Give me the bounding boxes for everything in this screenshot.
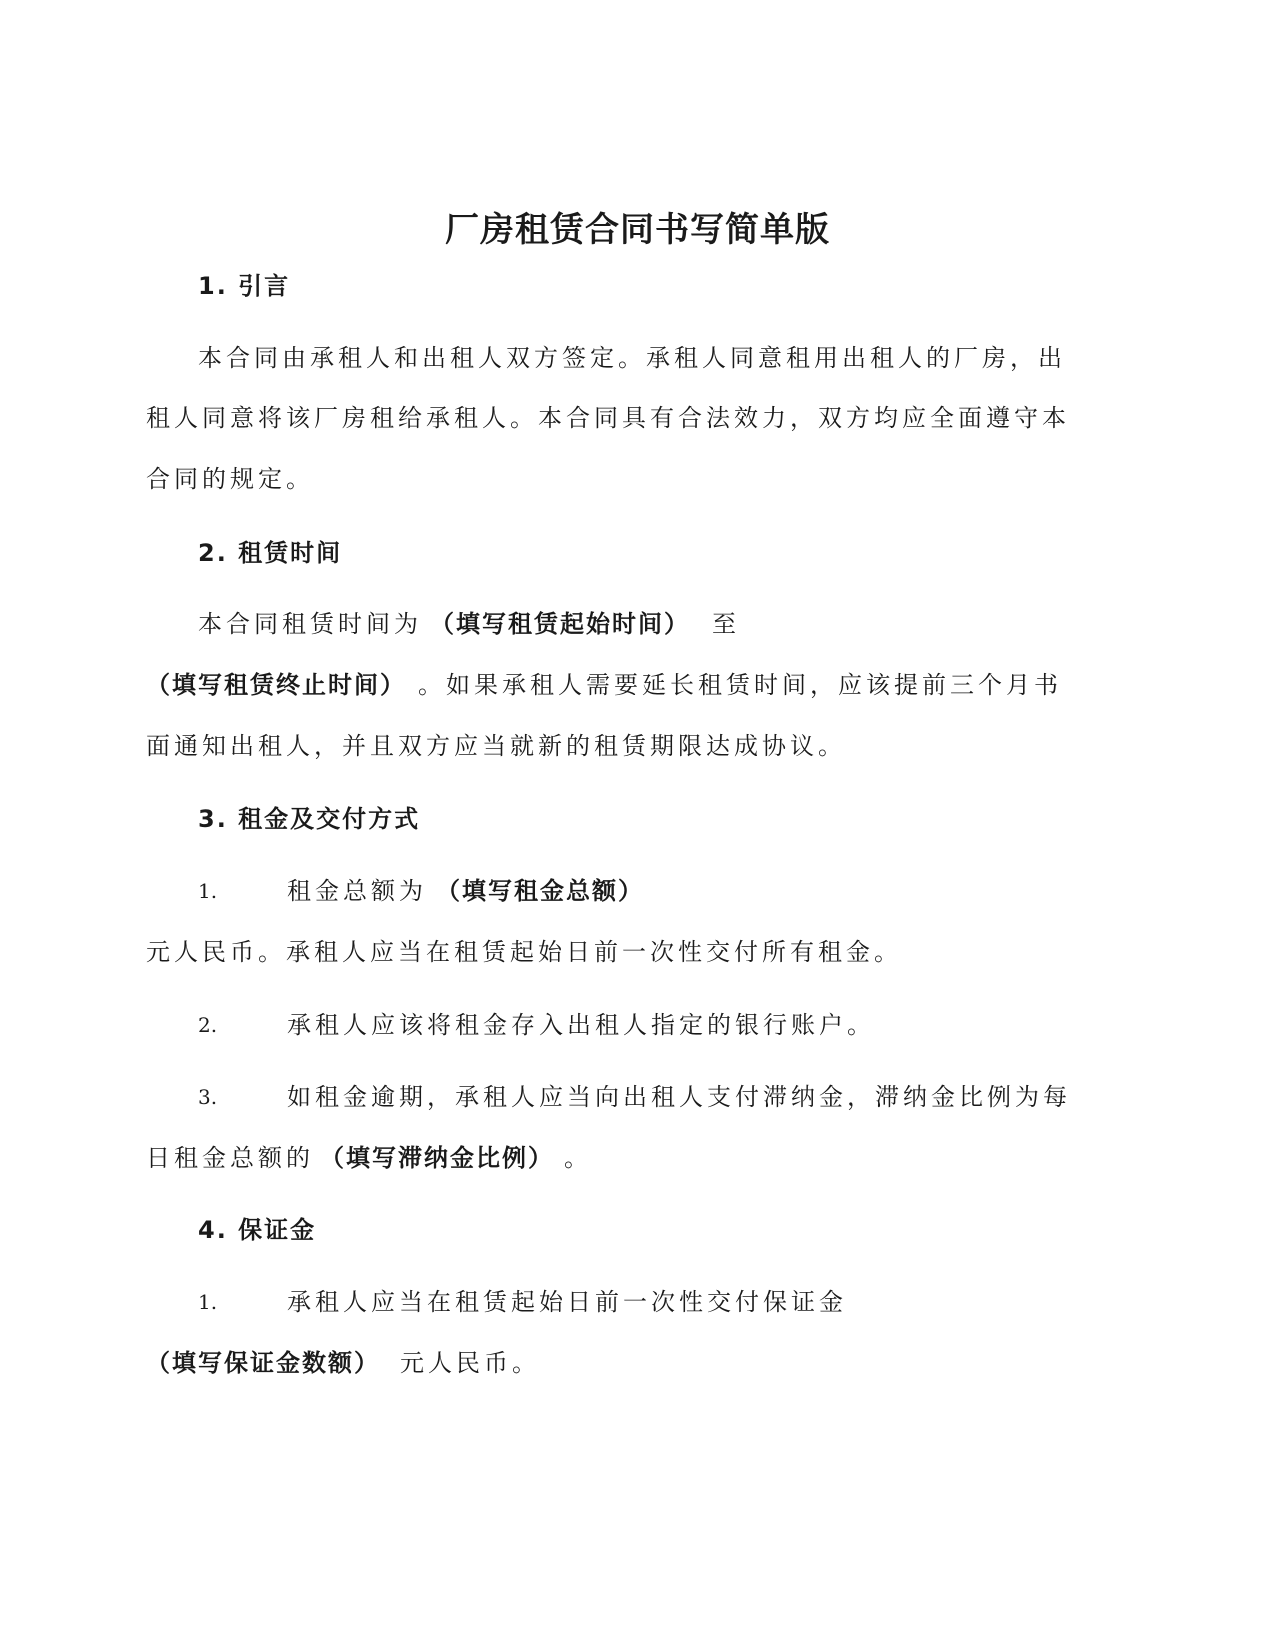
fill-in-blank: （填写滞纳金比例） — [320, 1144, 554, 1172]
fill-in-blank: （填写租赁终止时间） — [146, 671, 406, 699]
list-number: 3. — [198, 1085, 218, 1109]
document-title: 厂房租赁合同书写简单版 — [445, 210, 830, 250]
fill-in-blank: （填写保证金数额） — [146, 1349, 380, 1377]
document-page: 厂房租赁合同书写简单版 1. 引言 本合同由承租人和出租人双方签定。承租人同意租用出租人的厂房，出 租人同意将该厂房租给承租人。本合同具有合法效力，双方均应全面遵守本 合同的规定。 2. 租赁时间 本合同租赁时间为 （填写租赁起始时间） 至 （填写租赁终止时间） 。如果承租人需要延长租赁时间，应该提前三个月书 面通知出租人，并且双方应当就新的租赁期限达成协议。 3. 租金及交付方式 1. 租金总额为 （填写租金总额） 元人民币。承租人应当在租赁起始日前一次性交付所有租金。 2. 承租人应该将租金存入出租人指定的银行账户。 3. 如租金逾期，承租人应当向出租人支付滞纳金，滞纳金比例为每 日租金总额的 （填写滞纳金比例） 。 4. 保证金 1. 承租人应当在租赁起始日前一次性交付保证金 （填写保证金数额） 元人民币。 — [0, 0, 1275, 1650]
fill-in-blank: （填写租金总额） — [436, 877, 644, 905]
list-number: 2. — [198, 1013, 218, 1037]
list-number: 1. — [198, 879, 218, 903]
list-number: 1. — [198, 1290, 218, 1314]
fill-in-blank: （填写租赁起始时间） — [430, 610, 690, 638]
